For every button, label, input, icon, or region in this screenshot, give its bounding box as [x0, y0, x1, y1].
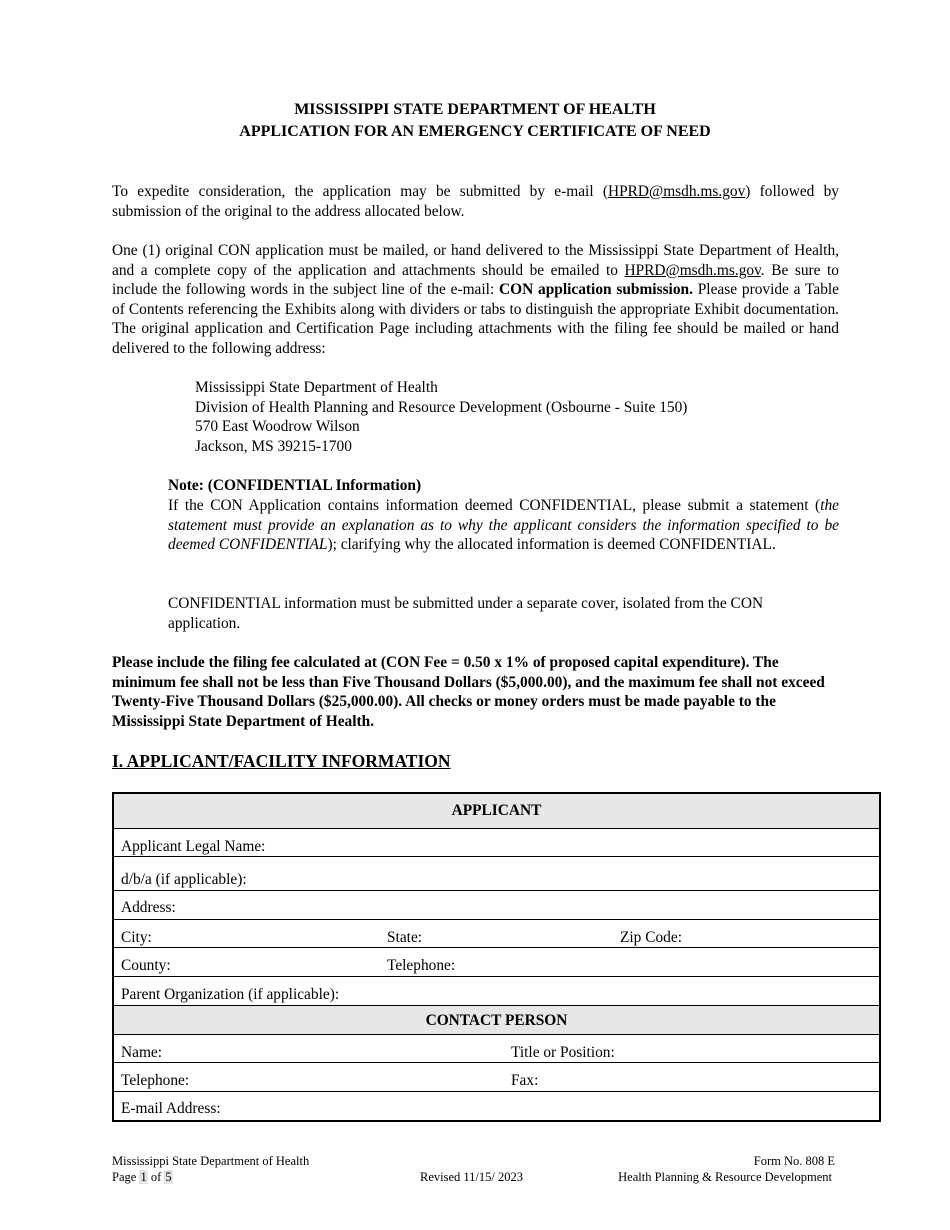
- legal-name-label: Applicant Legal Name:: [121, 838, 266, 855]
- note-paragraph-1: If the CON Application contains information deemed CONFIDENTIAL, please submit a statement (the statement must provide an explanation as to why the applicant considers the information specified to be deemed CONFIDENTIAL); clarifying why the allocated information is deemed CONFIDENTIAL.: [168, 497, 839, 554]
- address-line-1: Mississippi State Department of Health: [195, 379, 438, 396]
- footer-org: Mississippi State Department of Health: [112, 1154, 310, 1168]
- legal-name-row[interactable]: [114, 828, 879, 857]
- state-label[interactable]: State:: [387, 929, 423, 946]
- contact-name-label[interactable]: Name:: [121, 1044, 163, 1061]
- city-label[interactable]: City:: [121, 929, 152, 946]
- address-row[interactable]: [114, 890, 879, 920]
- address-line-2: Division of Health Planning and Resource Development (Osbourne - Suite 150): [195, 399, 688, 416]
- address-line-3: 570 East Woodrow Wilson: [195, 418, 360, 435]
- city-state-zip-row: [114, 919, 879, 948]
- intro-paragraph-2: One (1) original CON application must be mailed, or hand delivered to the Mississippi State Department of Health, and a complete copy of the application and attachments should be emailed to HPRD@msdh.ms.gov. Be sure to include the following words in the subject line of the e-mail: CON application submission. Please provide a Table of Contents referencing the Exhibits along with dividers or tabs to distinguish the appropriate Exhibit documentation. The original application and Certification Page including attachments with the filing fee should be mailed or hand delivered to the following address:: [112, 242, 839, 357]
- county-label[interactable]: County:: [121, 957, 171, 974]
- fee-notice: Please include the filing fee calculated at (CON Fee = 0.50 x 1% of proposed capital expenditure). The minimum fee shall not be less than Five Thousand Dollars ($5,000.00), and the maximum fee shall not exceed Twenty-Five Thousand Dollars ($25,000.00). All checks or money orders must be made payable to the Mississippi State Department of Health.: [112, 654, 825, 730]
- email-link-2[interactable]: HPRD@msdh.ms.gov: [624, 261, 761, 279]
- note-paragraph-2: CONFIDENTIAL information must be submitted under a separate cover, isolated from the CON application.: [168, 595, 764, 632]
- footer-form-number: Form No. 808 E: [753, 1154, 835, 1168]
- contact-person-header: CONTACT PERSON: [114, 1005, 879, 1035]
- dba-label: d/b/a (if applicable):: [121, 871, 247, 888]
- dba-row[interactable]: [114, 856, 879, 891]
- parent-org-label: Parent Organization (if applicable):: [121, 986, 340, 1003]
- footer-division: Health Planning & Resource Development: [618, 1170, 832, 1184]
- contact-email-row[interactable]: [114, 1091, 879, 1120]
- applicant-info-table: [112, 792, 881, 1122]
- footer-page-number: Page 1 of 5: [112, 1170, 172, 1184]
- fax-label[interactable]: Fax:: [511, 1072, 539, 1089]
- email-link[interactable]: HPRD@msdh.ms.gov: [607, 183, 746, 200]
- intro-paragraph-1: To expedite consideration, the application may be submitted by e-mail (HPRD@msdh.ms.gov) followed by submission of the original to the address allocated below.: [112, 183, 839, 220]
- document-title-line2: APPLICATION FOR AN EMERGENCY CERTIFICATE OF NEED: [239, 123, 711, 140]
- county-telephone-row: [114, 947, 879, 977]
- contact-name-row: [114, 1034, 879, 1063]
- applicant-header: APPLICANT: [114, 794, 879, 828]
- address-label: Address:: [121, 899, 176, 916]
- document-title-line1: MISSISSIPPI STATE DEPARTMENT OF HEALTH: [294, 101, 656, 118]
- email-label: E-mail Address:: [121, 1100, 221, 1117]
- section-title: I. APPLICANT/FACILITY INFORMATION: [112, 751, 451, 771]
- footer-revised: Revised 11/15/ 2023: [420, 1170, 524, 1184]
- zip-label[interactable]: Zip Code:: [620, 929, 682, 946]
- telephone-label[interactable]: Telephone:: [387, 957, 456, 974]
- contact-phone-row: [114, 1062, 879, 1092]
- parent-org-row[interactable]: [114, 976, 879, 1006]
- note-heading: Note: (CONFIDENTIAL Information): [168, 477, 422, 494]
- title-position-label[interactable]: Title or Position:: [511, 1044, 615, 1061]
- address-line-4: Jackson, MS 39215-1700: [195, 438, 352, 455]
- contact-telephone-label[interactable]: Telephone:: [121, 1072, 190, 1089]
